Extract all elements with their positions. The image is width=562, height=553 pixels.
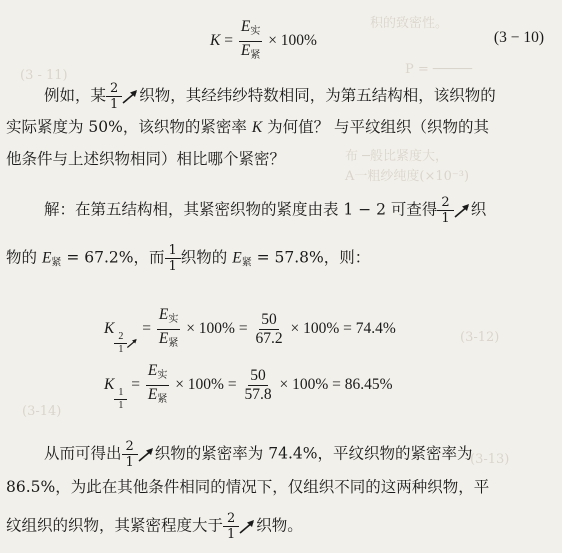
weave-up: 2 (106, 82, 122, 97)
subscript: 实 (157, 370, 168, 381)
formula-k-plain (104, 362, 393, 411)
formula-k-twill (104, 306, 396, 355)
weave-up: 2 (223, 512, 239, 527)
denominator: 57.8 (244, 386, 272, 403)
weave-subscript (114, 388, 127, 411)
weave-2-1-symbol (223, 512, 256, 541)
paragraph-solution-line1 (44, 196, 552, 225)
weave-down: 1 (118, 344, 124, 356)
e-symbol: E (232, 249, 242, 267)
fraction (157, 306, 180, 353)
weave-up: 2 (437, 196, 453, 211)
text: × 100% = 74.4% (290, 320, 396, 338)
weave-subscript (114, 332, 138, 355)
text: 物的 (6, 248, 42, 267)
ghost-text: 积的致密性。 (370, 16, 449, 31)
text: 织物的 (180, 248, 233, 267)
e-symbol: E (240, 42, 251, 59)
twill-arrow-icon (238, 519, 256, 535)
e-symbol: E (240, 18, 251, 35)
weave-down: 1 (441, 211, 450, 226)
k-symbol: K (210, 32, 221, 50)
e-symbol: E (158, 306, 169, 323)
k-symbol: K (251, 119, 263, 136)
subscript: 紧 (157, 394, 168, 405)
paragraph-example-line2 (6, 116, 552, 139)
text: 织物的紧密率为 74.4%，平纹织物的紧密率为 (154, 444, 473, 463)
weave-down: 1 (118, 400, 124, 412)
e-symbol: E (41, 249, 52, 267)
fraction (253, 311, 284, 348)
subscript: 实 (250, 26, 261, 37)
text: × 100% = 86.45% (279, 376, 393, 394)
paragraph-conclusion-line2: 86.5%，为此在其他条件相同的情况下，仅组织不同的这两种织物，平 (6, 478, 490, 496)
twill-arrow-icon (126, 338, 138, 349)
paragraph-example-line1 (44, 82, 552, 111)
text: 纹组织的织物，其紧密程度大于 (6, 516, 224, 535)
ghost-text: (3-12) (460, 330, 500, 345)
text: × 100% = (186, 320, 248, 338)
e-symbol: E (147, 386, 158, 403)
text: = 67.2%，而 (61, 248, 165, 267)
ghost-text: A一粗纱纯度(×10⁻³) (345, 169, 470, 184)
subscript: 紧 (51, 257, 62, 269)
e-symbol: E (147, 362, 158, 379)
numerator: 50 (261, 311, 277, 328)
ghost-text: (3 - 11) (20, 68, 68, 83)
subscript: 紧 (250, 50, 261, 61)
twill-arrow-icon (453, 203, 471, 219)
weave-up: 1 (114, 388, 127, 400)
weave-1-1-symbol (165, 244, 181, 273)
ghost-text: (3-14) (22, 404, 62, 419)
weave-down: 1 (110, 97, 119, 112)
weave-2-1-symbol (437, 196, 470, 225)
text: 从而可得出 (44, 444, 122, 463)
subscript: 实 (168, 314, 179, 325)
text: 实际紧度为 50%，该织物的紧密率 (6, 118, 252, 136)
weave-down: 1 (125, 455, 134, 470)
subscript: 紧 (241, 257, 252, 269)
weave-2-1-symbol (106, 82, 139, 111)
text: 为何值？ 与平纹组织（织物的其 (262, 118, 490, 136)
k-symbol: K (104, 320, 115, 338)
text: × 100% = (175, 376, 237, 394)
paragraph-conclusion-line1 (44, 440, 552, 469)
equals-sign: = (142, 320, 151, 338)
text: 例如，某 (44, 86, 107, 105)
text: 织物。 (256, 516, 303, 535)
weave-down: 1 (168, 259, 177, 274)
text: 解：在第五结构相，其紧密织物的紧度由表 1 − 2 可查得 (44, 200, 438, 219)
weave-up: 2 (114, 332, 127, 344)
weave-down: 1 (227, 527, 236, 542)
weave-2-1-symbol (122, 440, 155, 469)
text: = 57.8%，则： (251, 248, 371, 267)
numerator: 50 (250, 367, 266, 384)
weave-up: 2 (122, 440, 138, 455)
k-symbol: K (104, 376, 115, 394)
twill-arrow-icon (121, 89, 139, 105)
ghost-text: 布 ─般比紧度大， (345, 149, 448, 164)
equals-sign: = (131, 376, 140, 394)
weave-up: 1 (165, 244, 181, 259)
subscript: 紧 (168, 338, 179, 349)
formula-3-10 (210, 18, 317, 65)
paragraph-example-line3: 他条件与上述织物相同）相比哪个紧密？ (6, 150, 286, 168)
text: 织物，其经纬纱特数相同，为第五结构相，该织物的 (139, 86, 496, 105)
equation-number: (3 − 10) (493, 29, 544, 46)
paragraph-solution-line2 (6, 244, 552, 275)
twill-arrow-icon (137, 447, 155, 463)
text: 织 (470, 200, 487, 219)
paragraph-conclusion-line3 (6, 512, 552, 541)
ghost-text: P = ───── (405, 62, 473, 77)
fraction (146, 362, 169, 409)
ghost-text: (3-13) (470, 452, 510, 467)
equals-sign: = (224, 32, 233, 50)
percent-factor: × 100% (268, 32, 317, 50)
e-symbol: E (158, 330, 169, 347)
denominator: 67.2 (255, 330, 283, 347)
fraction (239, 18, 262, 65)
fraction (242, 367, 273, 404)
